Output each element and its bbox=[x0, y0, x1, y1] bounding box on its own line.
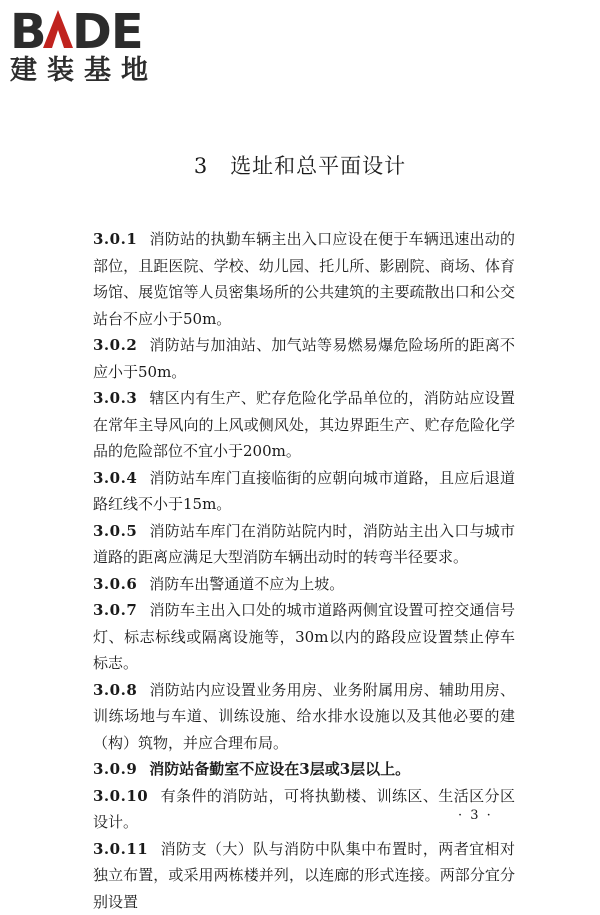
section-number: 3 bbox=[194, 154, 208, 178]
clause-text: 消防车出警通道不应为上坡。 bbox=[149, 575, 344, 593]
clause-number: 3.0.4 bbox=[93, 469, 137, 487]
section-title: 选址和总平面设计 bbox=[230, 154, 406, 178]
clause-3-0-6 bbox=[93, 571, 515, 598]
clause-text: 消防站内应设置业务用房、业务附属用房、辅助用房、训练场地与车道、训练设施、给水排水设施以及其他必要的建（构）筑物，并应合理布局。 bbox=[93, 681, 515, 752]
clause-text: 辖区内有生产、贮存危险化学品单位的，消防站应设置在常年主导风向的上风或侧风处，其边界距生产、贮存危险化学品的危险部位不宜小于200m。 bbox=[93, 389, 515, 460]
clause-3-0-9 bbox=[93, 756, 515, 783]
clause-number: 3.0.7 bbox=[93, 601, 137, 619]
clause-number: 3.0.11 bbox=[93, 840, 148, 858]
clause-number: 3.0.9 bbox=[93, 760, 137, 778]
clause-3-0-11 bbox=[93, 836, 515, 915]
clause-number: 3.0.8 bbox=[93, 681, 137, 699]
clause-3-0-1 bbox=[93, 226, 515, 332]
logo-wordmark bbox=[10, 4, 180, 52]
logo-letter-b: B bbox=[10, 4, 46, 52]
clause-text: 消防站车库门在消防站院内时，消防站主出入口与城市道路的距离应满足大型消防车辆出动时的转弯半径要求。 bbox=[93, 522, 515, 567]
clause-number: 3.0.3 bbox=[93, 389, 137, 407]
clause-text: 有条件的消防站，可将执勤楼、训练区、生活区分区设计。 bbox=[93, 787, 515, 832]
clause-text: 消防站车库门直接临街的应朝向城市道路，且应后退道路红线不小于15m。 bbox=[93, 469, 515, 514]
logo-wordmark-graphic bbox=[10, 4, 174, 52]
logo-subtitle: 建装基地 bbox=[10, 54, 180, 88]
clause-number: 3.0.1 bbox=[93, 230, 137, 248]
page-number: · 3 · bbox=[458, 808, 493, 823]
clause-3-0-8 bbox=[93, 677, 515, 757]
clause-3-0-10 bbox=[93, 783, 515, 836]
clause-list bbox=[93, 226, 515, 915]
clause-number: 3.0.6 bbox=[93, 575, 137, 593]
clause-text: 消防站备勤室不应设在3层或3层以上。 bbox=[149, 760, 410, 778]
logo-letter-a bbox=[43, 10, 73, 48]
clause-3-0-5 bbox=[93, 518, 515, 571]
clause-text: 消防站的执勤车辆主出入口应设在便于车辆迅速出动的部位，且距医院、学校、幼儿园、托儿所、影剧院、商场、体育场馆、展览馆等人员密集场所的公共建筑的主要疏散出口和公交站台不应小于50m。 bbox=[93, 230, 515, 328]
clause-number: 3.0.10 bbox=[93, 787, 148, 805]
clause-3-0-4 bbox=[93, 465, 515, 518]
clause-number: 3.0.5 bbox=[93, 522, 137, 540]
clause-text: 消防车主出入口处的城市道路两侧宜设置可控交通信号灯、标志标线或隔离设施等，30m以内的路段应设置禁止停车标志。 bbox=[93, 601, 515, 672]
clause-3-0-2 bbox=[93, 332, 515, 385]
clause-3-0-7 bbox=[93, 597, 515, 677]
section-heading bbox=[0, 150, 600, 180]
logo-letters-de: DE bbox=[72, 4, 143, 52]
bade-logo bbox=[10, 4, 180, 88]
clause-number: 3.0.2 bbox=[93, 336, 137, 354]
clause-text: 消防支（大）队与消防中队集中布置时，两者宜相对独立布置，或采用两栋楼并列，以连廊的形式连接。两部分宜分别设置 bbox=[93, 840, 515, 911]
clause-text: 消防站与加油站、加气站等易燃易爆危险场所的距离不应小于50m。 bbox=[93, 336, 515, 381]
clause-3-0-3 bbox=[93, 385, 515, 465]
